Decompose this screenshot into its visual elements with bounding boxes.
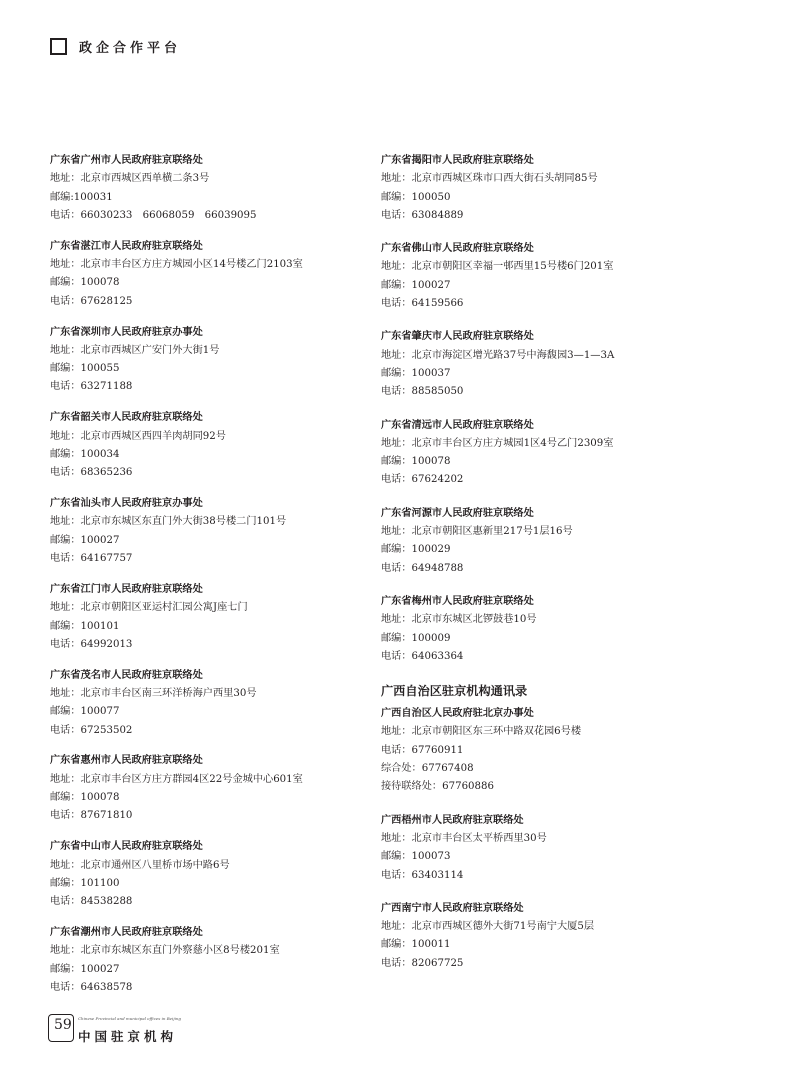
office-name: 广西南宁市人民政府驻京联络处 <box>381 902 524 914</box>
office-phone: 电话：64638578 <box>50 981 133 993</box>
office-phone-reception: 接待联络处：67760886 <box>381 781 494 793</box>
office-name: 广东省汕头市人民政府驻京办事处 <box>50 498 203 510</box>
office-entry <box>50 152 360 225</box>
office-postcode: 邮编：100078 <box>50 277 120 289</box>
office-name: 广东省梅州市人民政府驻京联络处 <box>381 595 534 607</box>
office-phone: 电话：64159566 <box>381 298 464 310</box>
office-address: 地址：北京市朝阳区幸福一邨西里15号楼6门201室 <box>381 261 614 273</box>
office-phone: 电话：87671810 <box>50 810 133 822</box>
office-entry <box>50 924 360 997</box>
office-name: 广西梧州市人民政府驻京联络处 <box>381 814 524 826</box>
office-name: 广东省揭阳市人民政府驻京联络处 <box>381 155 534 166</box>
office-phone: 电话：63271188 <box>50 381 133 393</box>
office-address: 地址：北京市朝阳区东三环中路双花园6号楼 <box>381 726 582 738</box>
office-name: 广西自治区人民政府驻北京办事处 <box>381 708 534 720</box>
office-entry <box>381 417 691 490</box>
office-phone: 电话：67760911 <box>381 744 464 756</box>
office-entry <box>50 495 360 568</box>
office-name: 广东省韶关市人民政府驻京联络处 <box>50 412 203 424</box>
office-postcode: 邮编：100009 <box>381 632 451 644</box>
office-address: 地址：北京市丰台区南三环洋桥海户西里30号 <box>50 687 257 699</box>
office-name: 广东省清远市人民政府驻京联络处 <box>381 419 534 431</box>
office-postcode: 邮编：100029 <box>381 544 451 556</box>
office-address: 地址：北京市丰台区方庄方城园小区14号楼乙门2103室 <box>50 259 303 271</box>
office-address: 地址：北京市海淀区增光路37号中海馥园3—1—3A <box>381 349 615 361</box>
office-entry <box>381 152 691 225</box>
office-address: 地址：北京市东城区北锣鼓巷10号 <box>381 614 537 626</box>
office-name: 广东省广州市人民政府驻京联络处 <box>50 155 203 166</box>
office-postcode: 邮编：100027 <box>381 279 451 291</box>
office-phone: 电话：66030233 66068059 66039095 <box>50 209 257 221</box>
office-address: 地址：北京市丰台区方庄方群园4区22号金城中心601室 <box>50 773 303 785</box>
office-entry <box>381 593 691 666</box>
office-postcode: 邮编：100078 <box>381 456 451 468</box>
office-name: 广东省茂名市人民政府驻京联络处 <box>50 669 203 681</box>
left-column <box>50 152 360 1010</box>
office-entry <box>50 409 360 482</box>
office-address: 地址：北京市东城区东直门外大街38号楼二门101号 <box>50 516 287 528</box>
office-address: 地址：北京市西城区广安门外大街1号 <box>50 344 220 356</box>
office-address: 地址：北京市通州区八里桥市场中路6号 <box>50 859 230 871</box>
office-phone: 电话：68365236 <box>50 467 133 479</box>
office-phone: 电话：67624202 <box>381 474 464 486</box>
office-address: 地址：北京市朝阳区惠新里217号1层16号 <box>381 526 573 538</box>
office-entry <box>50 838 360 911</box>
page-number: 59 <box>54 1017 72 1033</box>
office-address: 地址：北京市西城区珠市口西大街石头胡同85号 <box>381 173 598 185</box>
office-address: 地址：北京市西城区德外大街71号南宁大厦5层 <box>381 921 595 933</box>
office-entry <box>50 581 360 654</box>
office-postcode: 邮编：100055 <box>50 363 120 375</box>
office-postcode: 邮编：101100 <box>50 877 120 889</box>
office-entry <box>381 505 691 578</box>
office-entry <box>50 752 360 825</box>
office-phone: 电话：64992013 <box>50 638 133 650</box>
office-entry <box>381 328 691 401</box>
office-postcode: 邮编：100050 <box>381 191 451 203</box>
office-postcode: 邮编：100037 <box>381 367 451 379</box>
office-name: 广东省中山市人民政府驻京联络处 <box>50 841 203 853</box>
office-postcode: 邮编：100073 <box>381 851 451 863</box>
office-address: 地址：北京市东城区东直门外察慈小区8号楼201室 <box>50 945 280 957</box>
page-header <box>50 36 181 56</box>
office-phone: 电话：63403114 <box>381 869 464 881</box>
office-name: 广东省河源市人民政府驻京联络处 <box>381 507 534 519</box>
office-name: 广东省佛山市人民政府驻京联络处 <box>381 243 534 255</box>
office-postcode: 邮编：100011 <box>381 939 451 951</box>
office-phone: 电话：82067725 <box>381 957 464 969</box>
square-icon <box>50 38 67 55</box>
office-entry <box>50 324 360 397</box>
office-entry <box>381 812 691 885</box>
office-entry <box>50 238 360 311</box>
office-phone: 电话：67253502 <box>50 724 133 736</box>
office-entry <box>381 240 691 313</box>
office-address: 地址：北京市西城区西单横二条3号 <box>50 173 210 185</box>
page-footer <box>48 1014 308 1044</box>
header-title: 政企合作平台 <box>79 40 182 56</box>
right-column <box>381 152 691 988</box>
office-phone-general: 综合处：67767408 <box>381 763 474 775</box>
office-postcode: 邮编：100101 <box>50 620 120 632</box>
office-postcode: 邮编：100027 <box>50 534 120 546</box>
office-postcode: 邮编：100078 <box>50 792 120 804</box>
office-entry <box>381 900 691 973</box>
footer-subtitle: Chinese Provincial and municipal offices in Beijing <box>78 1016 181 1021</box>
footer-brand: 中国驻京机构 <box>78 1029 178 1044</box>
office-phone: 电话：64063364 <box>381 650 464 662</box>
office-address: 地址：北京市丰台区太平桥西里30号 <box>381 832 547 844</box>
office-entry <box>381 705 691 796</box>
office-name: 广东省潮州市人民政府驻京联络处 <box>50 927 203 939</box>
office-name: 广东省江门市人民政府驻京联络处 <box>50 583 203 595</box>
office-phone: 电话：88585050 <box>381 386 464 398</box>
office-phone: 电话：63084889 <box>381 209 464 221</box>
office-postcode: 邮编：100077 <box>50 706 120 718</box>
office-phone: 电话：64167757 <box>50 553 133 565</box>
office-address: 地址：北京市丰台区方庄方城园1区4号乙门2309室 <box>381 437 614 449</box>
office-address: 地址：北京市朝阳区亚运村汇园公寓J座七门 <box>50 602 248 614</box>
section-title: 广西自治区驻京机构通讯录 <box>381 684 528 699</box>
office-postcode: 邮编：100034 <box>50 448 120 460</box>
office-postcode: 邮编：100027 <box>50 963 120 975</box>
office-name: 广东省肇庆市人民政府驻京联络处 <box>381 331 534 343</box>
office-phone: 电话：67628125 <box>50 295 133 307</box>
office-address: 地址：北京市西城区西四羊肉胡同92号 <box>50 430 226 442</box>
office-phone: 电话：64948788 <box>381 562 464 574</box>
office-name: 广东省惠州市人民政府驻京联络处 <box>50 755 203 767</box>
office-postcode: 邮编:100031 <box>50 191 113 203</box>
office-name: 广东省湛江市人民政府驻京联络处 <box>50 240 203 252</box>
office-name: 广东省深圳市人民政府驻京办事处 <box>50 326 203 338</box>
office-entry <box>50 667 360 740</box>
office-phone: 电话：84538288 <box>50 896 133 908</box>
